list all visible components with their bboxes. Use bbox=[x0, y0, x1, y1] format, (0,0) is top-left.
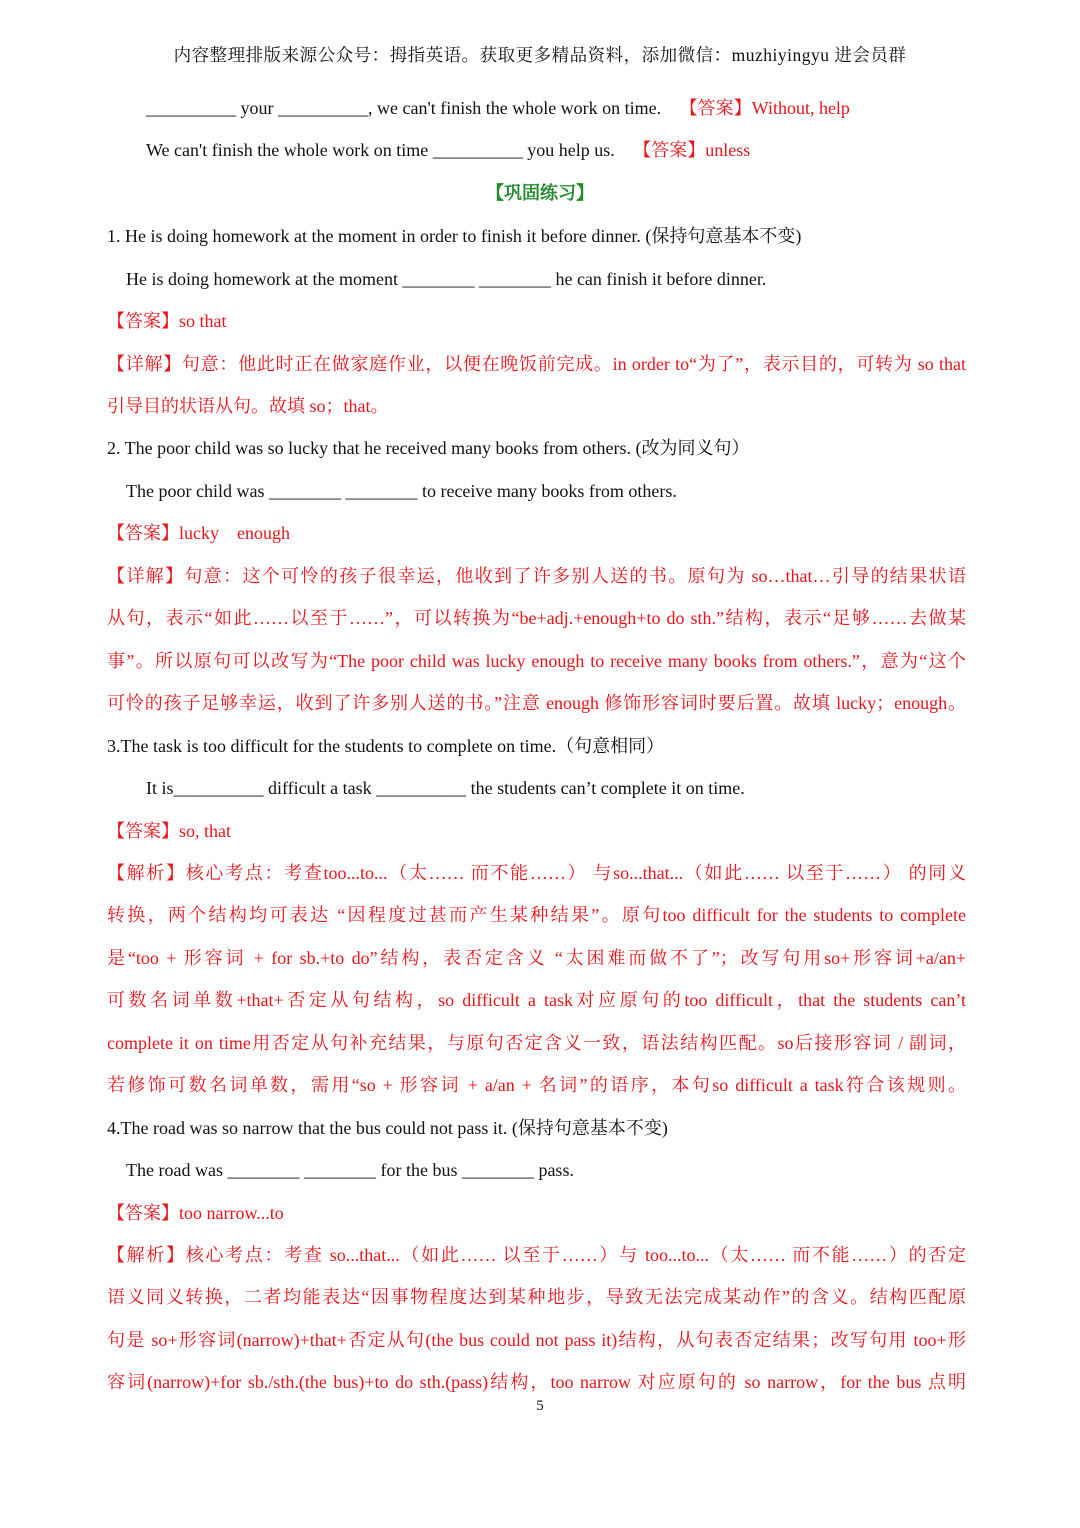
q4-prompt: 4.The road was so narrow that the bus could not pass it. (保持句意基本不变) bbox=[107, 1118, 668, 1138]
page-number: 5 bbox=[536, 1398, 544, 1414]
intro-line-1 bbox=[146, 95, 1080, 121]
q3-detail-2: 转换，两个结构均可表达 “因程度过甚而产生某种结果”。原句too difficult for the students to complete bbox=[107, 905, 966, 925]
intro-question-1: __________ your __________, we can't finish the whole work on time. bbox=[146, 98, 662, 118]
q4-detail-3: 句是 so+形容词(narrow)+that+否定从句(the bus could not pass it)结构，从句表否定结果；改写句用 too+形 bbox=[107, 1330, 966, 1350]
q3-detail-5: complete it on time用否定从句补充结果，与原句否定含义一致，语法结构匹配。so后接形容词 / 副词， bbox=[107, 1033, 966, 1053]
q3-detail-4: 可数名词单数+that+否定从句结构，so difficult a task对应原句的too difficult，that the students can’t bbox=[107, 990, 966, 1010]
q3-detail-6: 若修饰可数名词单数，需用“so + 形容词 + a/an + 名词”的语序，本句so difficult a task符合该规则。 bbox=[107, 1075, 966, 1095]
q3-prompt: 3.The task is too difficult for the students to complete on time.（句意相同） bbox=[107, 736, 665, 756]
q2-detail-1: 【详解】句意：这个可怜的孩子很幸运，他收到了许多别人送的书。原句为 so…that…引导的结果状语 bbox=[107, 566, 966, 586]
q3-detail-3: 是“too + 形容词 + for sb.+to do”结构，表否定含义 “太困难而做不了”；改写句用so+形容词+a/an+ bbox=[107, 948, 966, 968]
intro-answer-1: 【答案】Without, help bbox=[679, 98, 850, 118]
q4-detail-1: 【解析】核心考点：考查 so...that...（如此…… 以至于……）与 too...to...（太…… 而不能……）的否定 bbox=[107, 1245, 966, 1265]
intro-line-2 bbox=[146, 137, 1080, 163]
intro-question-2: We can't finish the whole work on time __________ you help us. bbox=[146, 140, 615, 160]
q4-detail-2: 语义同义转换，二者均能表达“因事物程度达到某种地步，导致无法完成某动作”的含义。结构匹配原 bbox=[107, 1287, 966, 1307]
q1-blank: He is doing homework at the moment ________ ________ he can finish it before dinner. bbox=[126, 269, 767, 289]
q3-blank: It is__________ difficult a task __________ the students can’t complete it on time. bbox=[146, 778, 745, 798]
section-title: 【巩固练习】 bbox=[486, 183, 594, 203]
q2-answer: 【答案】lucky enough bbox=[107, 523, 290, 543]
q2-prompt: 2. The poor child was so lucky that he received many books from others. (改为同义句） bbox=[107, 438, 750, 458]
q3-detail-1: 【解析】核心考点：考查too...to...（太…… 而不能……） 与so...that...（如此…… 以至于……） 的同义 bbox=[107, 863, 966, 883]
q2-detail-4: 可怜的孩子足够幸运，收到了许多别人送的书。”注意 enough 修饰形容词时要后置。故填 lucky；enough。 bbox=[107, 693, 966, 713]
q3-answer: 【答案】so, that bbox=[107, 821, 231, 841]
q1-detail-2: 引导目的状语从句。故填 so；that。 bbox=[107, 396, 389, 416]
q4-answer: 【答案】too narrow...to bbox=[107, 1203, 284, 1223]
q2-detail-3: 事”。所以原句可以改写为“The poor child was lucky enough to receive many books from others.”，意为“这个 bbox=[107, 651, 966, 671]
q1-prompt: 1. He is doing homework at the moment in order to finish it before dinner. (保持句意基本不变) bbox=[107, 226, 802, 246]
q1-answer: 【答案】so that bbox=[107, 311, 227, 331]
page-header: 内容整理排版来源公众号：拇指英语。获取更多精品资料，添加微信：muzhiyingyu 进会员群 bbox=[173, 45, 907, 65]
q4-detail-4: 容词(narrow)+for sb./sth.(the bus)+to do sth.(pass)结构，too narrow 对应原句的 so narrow，for the bus 点明 bbox=[107, 1372, 966, 1392]
q2-detail-2: 从句，表示“如此……以至于……”，可以转换为“be+adj.+enough+to do sth.”结构，表示“足够……去做某 bbox=[107, 608, 966, 628]
intro-answer-2: 【答案】unless bbox=[633, 140, 751, 160]
q1-detail-1: 【详解】句意：他此时正在做家庭作业，以便在晚饭前完成。in order to“为了”，表示目的，可转为 so that bbox=[107, 354, 966, 374]
q2-blank: The poor child was ________ ________ to receive many books from others. bbox=[126, 481, 677, 501]
q4-blank: The road was ________ ________ for the bus ________ pass. bbox=[126, 1160, 574, 1180]
